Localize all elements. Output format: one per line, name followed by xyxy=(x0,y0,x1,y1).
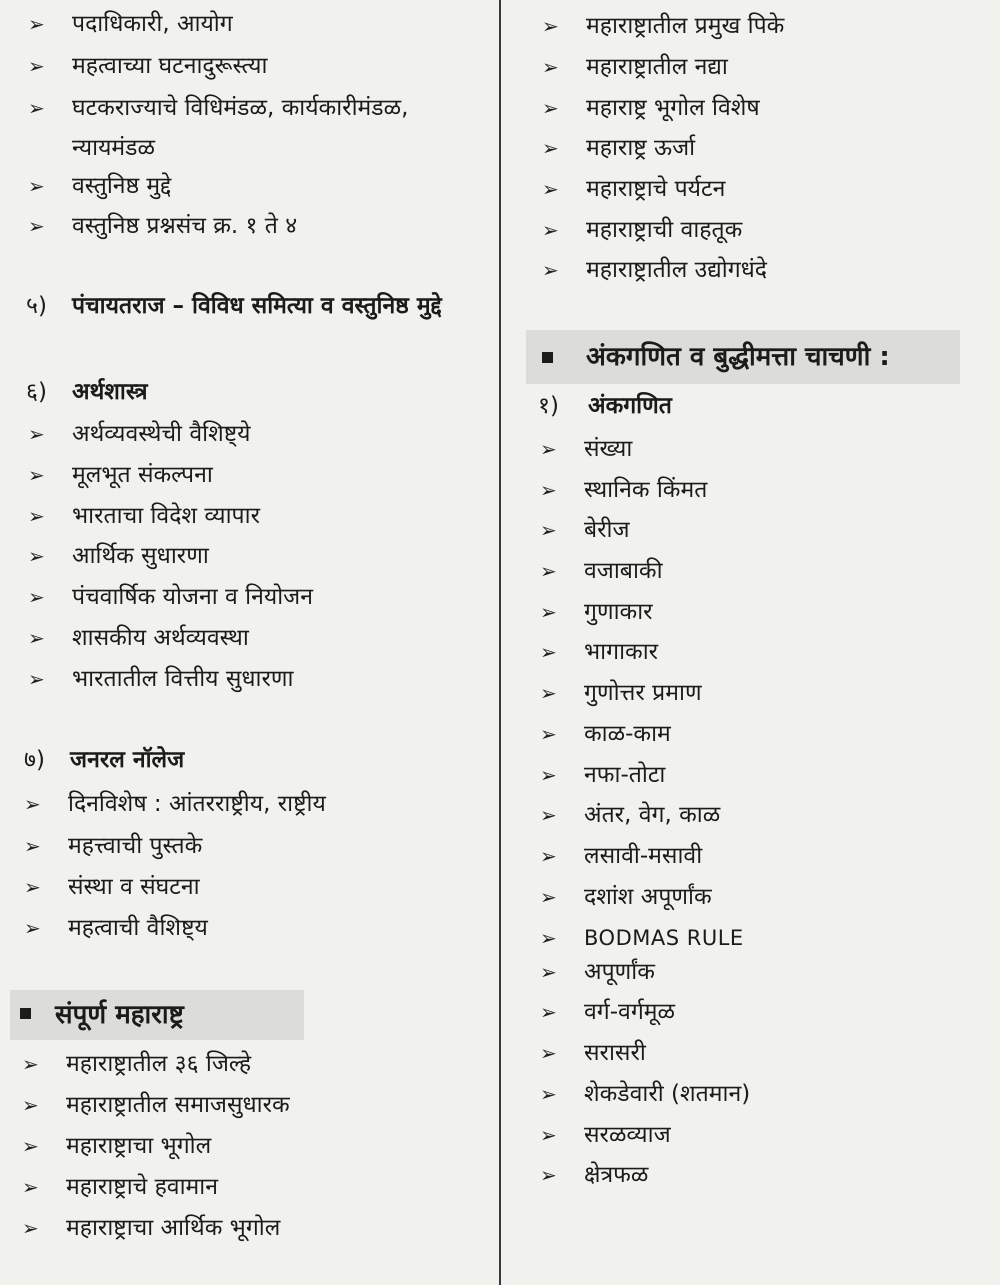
arrow-bullet-icon: ➢ xyxy=(24,792,41,816)
arrow-bullet-icon: ➢ xyxy=(542,14,559,38)
arrow-bullet-icon: ➢ xyxy=(540,722,557,746)
arrow-bullet-icon: ➢ xyxy=(24,834,41,858)
arrow-bullet-icon: ➢ xyxy=(540,803,557,827)
arrow-bullet-icon: ➢ xyxy=(540,926,557,950)
square-bullet-icon xyxy=(542,352,553,363)
arrow-bullet-icon: ➢ xyxy=(540,1123,557,1147)
arrow-bullet-icon: ➢ xyxy=(540,559,557,583)
arrow-bullet-icon: ➢ xyxy=(28,422,45,446)
arrow-bullet-icon: ➢ xyxy=(28,585,45,609)
arrow-bullet-icon: ➢ xyxy=(540,1082,557,1106)
arrow-bullet-icon: ➢ xyxy=(28,626,45,650)
arrow-bullet-icon: ➢ xyxy=(540,518,557,542)
arrow-bullet-icon: ➢ xyxy=(540,681,557,705)
arrow-bullet-icon: ➢ xyxy=(540,1163,557,1187)
arrow-bullet-icon: ➢ xyxy=(540,640,557,664)
section-banner-arithmetic: अंकगणित व बुद्धीमत्ता चाचणी : xyxy=(526,330,960,384)
column-divider xyxy=(499,0,501,1285)
arrow-bullet-icon: ➢ xyxy=(28,214,45,238)
arrow-bullet-icon: ➢ xyxy=(542,96,559,120)
arrow-bullet-icon: ➢ xyxy=(24,916,41,940)
arrow-bullet-icon: ➢ xyxy=(540,1000,557,1024)
arrow-bullet-icon: ➢ xyxy=(28,667,45,691)
arrow-bullet-icon: ➢ xyxy=(28,463,45,487)
arrow-bullet-icon: ➢ xyxy=(542,218,559,242)
arrow-bullet-icon: ➢ xyxy=(22,1175,39,1199)
arrow-bullet-icon: ➢ xyxy=(540,478,557,502)
section-banner-maharashtra: संपूर्ण महाराष्ट्र xyxy=(10,990,304,1040)
arrow-bullet-icon: ➢ xyxy=(28,54,45,78)
arrow-bullet-icon: ➢ xyxy=(540,763,557,787)
arrow-bullet-icon: ➢ xyxy=(542,55,559,79)
arrow-bullet-icon: ➢ xyxy=(28,96,45,120)
arrow-bullet-icon: ➢ xyxy=(28,174,45,198)
arrow-bullet-icon: ➢ xyxy=(22,1134,39,1158)
arrow-bullet-icon: ➢ xyxy=(540,960,557,984)
arrow-bullet-icon: ➢ xyxy=(542,177,559,201)
arrow-bullet-icon: ➢ xyxy=(540,437,557,461)
arrow-bullet-icon: ➢ xyxy=(540,885,557,909)
arrow-bullet-icon: ➢ xyxy=(22,1216,39,1240)
arrow-bullet-icon: ➢ xyxy=(22,1052,39,1076)
arrow-bullet-icon: ➢ xyxy=(540,1041,557,1065)
arrow-bullet-icon: ➢ xyxy=(28,544,45,568)
arrow-bullet-icon: ➢ xyxy=(28,504,45,528)
arrow-bullet-icon: ➢ xyxy=(22,1093,39,1117)
arrow-bullet-icon: ➢ xyxy=(542,136,559,160)
arrow-bullet-icon: ➢ xyxy=(540,844,557,868)
arrow-bullet-icon: ➢ xyxy=(24,875,41,899)
syllabus-page: ➢ पदाधिकारी, आयोग ➢ महत्वाच्या घटनादुरूस्त्या ➢ घटकराज्याचे विधिमंडळ, कार्यकारीमंडळ, न्यायमंडळ ➢ वस्तुनिष्ठ मुद्दे ➢ वस्तुनिष्ठ प्रश्नसंच क्र. १ ते ४ ५) पंचायतराज – विविध समित्या व वस्तुनिष्ठ मुद्दे ६) अर्थशास्त्र ➢ अर्थव्यवस्थेची वैशिष्ट्ये ➢ मूलभूत संकल्पना ➢ भारताचा विदेश व्यापार ➢ आर्थिक सुधारणा ➢ पंचवार्षिक योजना व नियोजन ➢ शासकीय अर्थव्यवस्था ➢ भारतातील वित्तीय सुधारणा ७) जनरल नॉलेज ➢ दिनविशेष : आंतरराष्ट्रीय, राष्ट्रीय ➢ महत्त्वाची पुस्तके ➢ संस्था व संघटना ➢ महत्वाची वैशिष्ट्य संपूर्ण महाराष्ट्र ➢ महाराष्ट्रातील ३६ जिल्हे ➢ महाराष्ट्रातील समाजसुधारक ➢ महाराष्ट्राचा भूगोल ➢ महाराष्ट्राचे हवामान ➢ महाराष्ट्राचा आर्थिक भूगोल ➢ महाराष्ट्रातील प्रमुख पिके ➢ महाराष्ट्रातील नद्या ➢ महाराष्ट्र भूगोल विशेष ➢ महाराष्ट्र ऊर्जा ➢ महाराष्ट्राचे पर्यटन ➢ महाराष्ट्राची वाहतूक ➢ महाराष्ट्रातील उद्योगधंदे अंकगणित व बुद्धीमत्ता चाचणी : १) अंकगणित ➢ संख्या ➢ स्थानिक किंमत ➢ बेरीज ➢ वजाबाकी ➢ गुणाकार ➢ भागाकार ➢ गुणोत्तर प्रमाण ➢ काळ-काम ➢ नफा-तोटा ➢ अंतर, वेग, काळ ➢ लसावी-मसावी ➢ दशांश अपूर्णांक ➢ BODMAS RULE ➢ अपूर्णांक ➢ वर्ग-वर्गमूळ ➢ सरासरी ➢ शेकडेवारी (शतमान) ➢ सरळव्याज ➢ क्षेत्रफळ xyxy=(0,0,1000,1285)
square-bullet-icon xyxy=(20,1008,31,1019)
arrow-bullet-icon: ➢ xyxy=(542,258,559,282)
arrow-bullet-icon: ➢ xyxy=(28,12,45,36)
arrow-bullet-icon: ➢ xyxy=(540,600,557,624)
